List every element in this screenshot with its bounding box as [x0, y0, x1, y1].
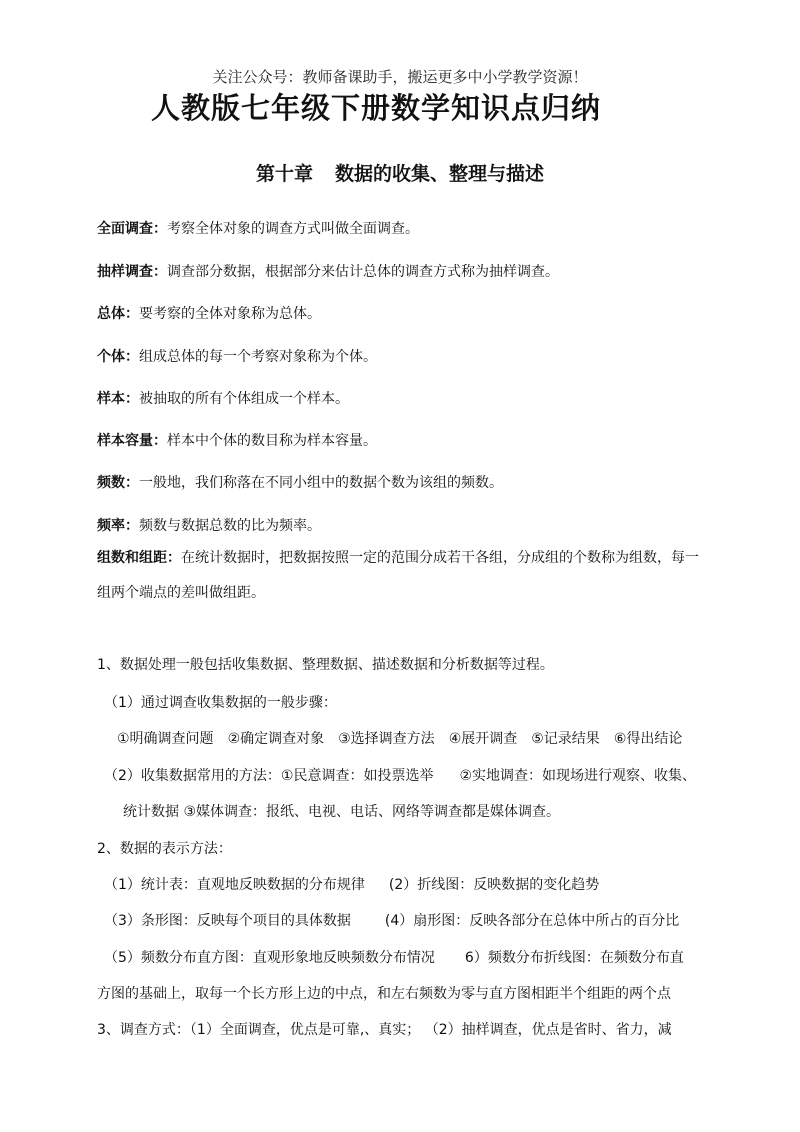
definition-text: 考察全体对象的调查方式叫做全面调查。 — [167, 221, 419, 237]
section-2-row2 — [104, 911, 679, 931]
representation-line-chart: (2）折线图：反映数据的变化趋势 — [388, 877, 600, 893]
chapter-heading — [0, 159, 800, 186]
section-2-heading: 2、数据的表示方法： — [97, 841, 232, 857]
definition-term: 样本： — [97, 391, 139, 407]
definition-text: 被抽取的所有个体组成一个样本。 — [139, 391, 349, 407]
survey-step: ⑥得出结论 — [613, 731, 683, 747]
definition-term: 频数： — [97, 475, 139, 491]
representation-histogram: （5）频数分布直方图：直观形象地反映频数分布情况 — [104, 950, 435, 966]
definition-full-survey — [97, 219, 419, 239]
section-1-sub2-line2: 统计数据 ③媒体调查：报纸、电视、电话、网络等调查都是媒体调查。 — [123, 804, 560, 820]
definition-text: 一般地，我们称落在不同小组中的数据个数为该组的频数。 — [139, 475, 503, 491]
definition-text: 组成总体的每一个考察对象称为个体。 — [139, 349, 377, 365]
collection-method-b: ②实地调查：如现场进行观察、收集、 — [459, 768, 697, 784]
definition-term: 组数和组距： — [97, 550, 181, 566]
survey-step: ⑤记录结果 — [531, 731, 600, 747]
representation-frequency-polygon: 6）频数分布折线图：在频数分布直 — [464, 950, 684, 966]
representation-table: （1）统计表：直观地反映数据的分布规律 — [104, 877, 365, 893]
definition-term: 抽样调查： — [97, 264, 167, 280]
survey-step: ①明确调查问题 — [117, 731, 214, 747]
definition-frequency-rate — [97, 516, 321, 536]
representation-pie-chart: (4）扇形图：反映各部分在总体中所占的百分比 — [384, 913, 680, 929]
definition-term: 样本容量： — [97, 433, 167, 449]
definition-text: 样本中个体的数目称为样本容量。 — [167, 433, 377, 449]
definition-term: 个体： — [97, 349, 139, 365]
definition-text: 在统计数据时，把数据按照一定的范围分成若干各组，分成组的个数称为组数，每一 — [181, 550, 699, 566]
definition-term: 总体： — [97, 306, 139, 322]
chapter-name: 数据的收集、整理与描述 — [335, 163, 545, 185]
section-2-row3 — [104, 948, 684, 968]
definition-individual — [97, 347, 377, 367]
definition-text: 要考察的全体对象称为总体。 — [139, 306, 321, 322]
definition-frequency-count — [97, 473, 503, 493]
section-1-sub1-heading: （1）通过调查收集数据的一般步骤： — [104, 695, 337, 711]
definition-groups-continued: 组两个端点的差叫做组距。 — [97, 585, 265, 601]
section-2-row1 — [104, 875, 599, 895]
watermark-text: 关注公众号：教师备课助手，搬运更多中小学教学资源！ — [212, 68, 588, 86]
collection-method-a: （2）收集数据常用的方法：①民意调查：如投票选举 — [104, 768, 434, 784]
definition-text: 调查部分数据，根据部分来估计总体的调查方式称为抽样调查。 — [167, 264, 559, 280]
definition-population — [97, 304, 321, 324]
definition-sample-size — [97, 431, 377, 451]
survey-steps — [117, 729, 696, 749]
survey-step: ②确定调查对象 — [227, 731, 325, 747]
section-1-sub2-line1 — [104, 766, 696, 786]
document-title: 人教版七年级下册数学知识点归纳 — [150, 91, 601, 125]
survey-step: ③选择调查方法 — [338, 731, 435, 747]
definition-text: 频数与数据总数的比为频率。 — [139, 518, 321, 534]
definition-sample-survey — [97, 262, 559, 282]
definition-sample — [97, 389, 349, 409]
chapter-number: 第十章 — [255, 163, 313, 185]
section-1-heading: 1、数据处理一般包括收集数据、整理数据、描述数据和分析数据等过程。 — [97, 657, 554, 673]
section-2-row3-continued: 方图的基础上，取每一个长方形上边的中点，和左右频数为零与直方图相距半个组距的两个点 — [97, 986, 671, 1002]
definition-term: 全面调查： — [97, 221, 167, 237]
survey-step: ④展开调查 — [448, 731, 518, 747]
definition-groups — [97, 548, 699, 568]
representation-bar-chart: （3）条形图：反映每个项目的具体数据 — [104, 913, 351, 929]
section-3-line: 3、调查方式：（1）全面调查，优点是可靠,、真实； （2）抽样调查，优点是省时、省力，减 — [97, 1022, 672, 1038]
definition-term: 频率： — [97, 518, 139, 534]
